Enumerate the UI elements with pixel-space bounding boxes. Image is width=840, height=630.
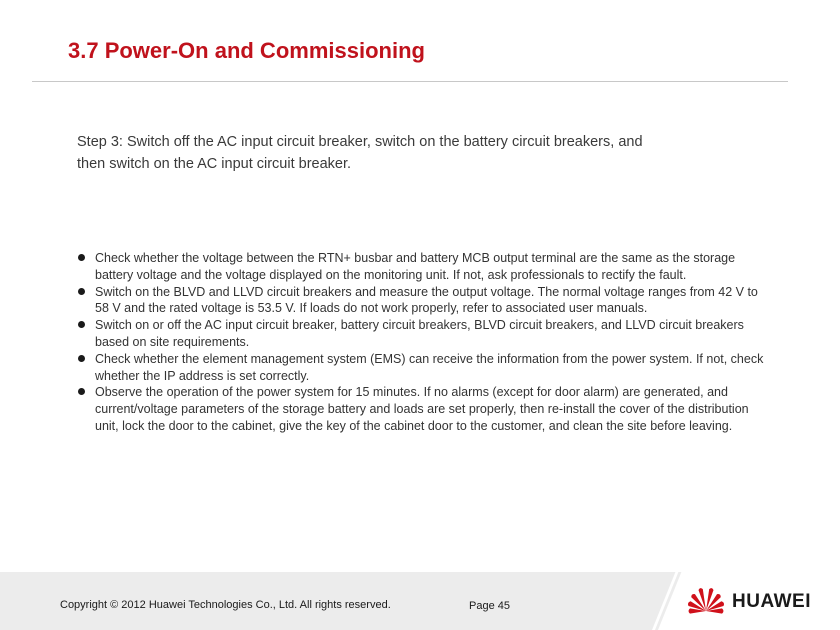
step-text	[77, 131, 737, 175]
bullet-dot-icon	[78, 355, 85, 362]
bullet-dot-icon	[78, 254, 85, 261]
huawei-petal-icon	[686, 587, 726, 617]
bullet-item	[78, 317, 768, 351]
bullet-text: Observe the operation of the power system for 15 minutes. If no alarms (except for door alarm) are generated, and current/voltage parameters of the storage battery and loads are set properly, then re-install the cover of the distribution unit, lock the door to the cabinet, give the key of the cabinet door to the customer, and clean the site before leaving.	[95, 385, 749, 433]
bullet-item	[78, 250, 768, 284]
title-divider	[32, 81, 788, 82]
huawei-wordmark: HUAWEI	[732, 591, 811, 612]
bullet-text: Check whether the voltage between the RTN+ busbar and battery MCB output terminal are the same as the storage battery voltage and the voltage displayed on the monitoring unit. If not, ask professionals to rectify the fault.	[95, 251, 736, 282]
bullet-item	[78, 384, 768, 434]
copyright-text: Copyright © 2012 Huawei Technologies Co., Ltd. All rights reserved.	[60, 599, 391, 611]
step-line-2: then switch on the AC input circuit breaker.	[77, 156, 352, 172]
bullet-item	[78, 284, 768, 318]
bullet-list	[78, 250, 768, 435]
step-line-1: Step 3: Switch off the AC input circuit breaker, switch on the battery circuit breakers, and	[77, 134, 643, 150]
bullet-dot-icon	[78, 388, 85, 395]
bullet-dot-icon	[78, 288, 85, 295]
bullet-text: Switch on or off the AC input circuit breaker, battery circuit breakers, BLVD circuit breakers, and LLVD circuit breakers based on site requirements.	[95, 318, 744, 349]
bullet-dot-icon	[78, 321, 85, 328]
huawei-logo	[686, 586, 811, 618]
page-number: Page 45	[469, 600, 510, 612]
footer-bar	[0, 572, 840, 630]
bullet-item	[78, 351, 768, 385]
bullet-text: Check whether the element management system (EMS) can receive the information from the power system. If not, check whether the IP address is set correctly.	[95, 351, 764, 383]
bullet-text: Switch on the BLVD and LLVD circuit breakers and measure the output voltage. The normal voltage ranges from 42 V to 58 V and the rated voltage is 53.5 V. If loads do not work properly, refer to associated user manuals.	[95, 284, 758, 316]
slide-title: 3.7 Power-On and Commissioning	[68, 38, 425, 63]
